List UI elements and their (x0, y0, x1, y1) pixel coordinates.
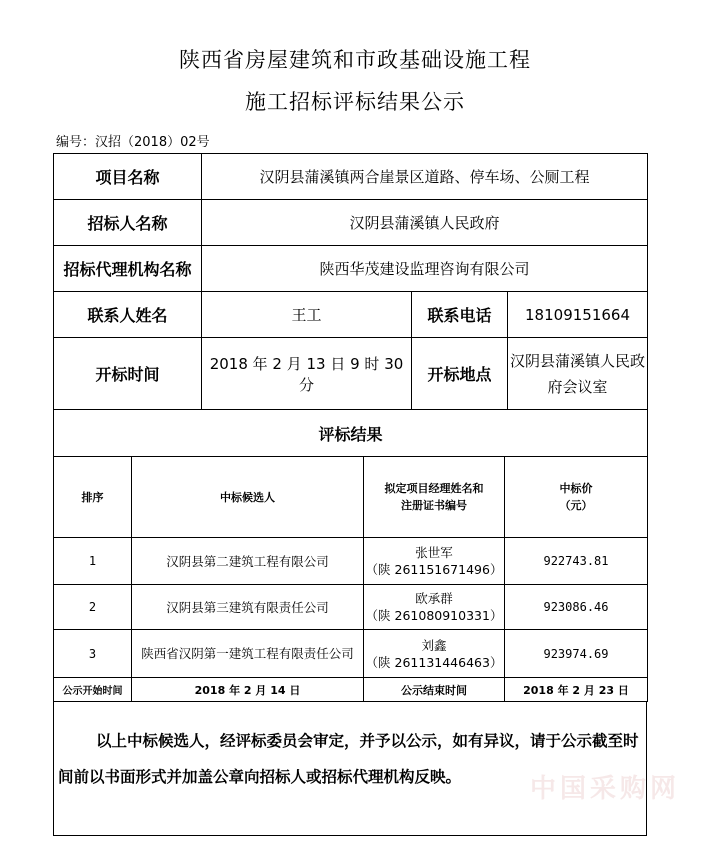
manager-name: 欧承群 (415, 591, 453, 606)
manager-cell (364, 585, 505, 630)
results-table (53, 456, 648, 702)
tenderer-label: 招标人名称 (54, 200, 202, 246)
contact-row (54, 292, 648, 338)
page-title: 陕西省房屋建筑和市政基础设施工程 (179, 48, 531, 72)
price-header-line2: （元） (559, 499, 593, 512)
notice-text: 以上中标候选人，经评标委员会审定，并予以公示，如有异议，请于公示截至时间前以书面形式并加盖公章向招标人或招标代理机构反映。 (58, 732, 639, 786)
start-value: 2018 年 2 月 14 日 (132, 678, 364, 702)
manager-header-line2: 注册证书编号 (401, 499, 467, 512)
start-label: 公示开始时间 (54, 678, 132, 702)
watermark: 中国采购网 (530, 774, 681, 804)
project-label: 项目名称 (54, 154, 202, 200)
page-subtitle: 施工招标评标结果公示 (245, 90, 465, 114)
manager-cell (364, 630, 505, 678)
tenderer-row (54, 200, 648, 246)
manager-cert: （陕 261131446463） (365, 654, 503, 670)
open-place-label: 开标地点 (412, 338, 508, 410)
company-cell: 汉阴县第三建筑有限责任公司 (132, 585, 364, 630)
manager-cell (364, 538, 505, 585)
table-row (54, 585, 648, 630)
project-row (54, 154, 648, 200)
manager-cert: （陕 261151671496） (365, 562, 503, 577)
table-row (54, 630, 648, 678)
results-header-row (54, 457, 648, 538)
price-header-line1: 中标价 (559, 482, 593, 495)
result-heading-row (54, 410, 648, 457)
agency-value: 陕西华茂建设监理咨询有限公司 (202, 246, 648, 292)
phone-value: 18109151664 (508, 292, 648, 338)
project-value: 汉阴县蒲溪镇两合崖景区道路、停车场、公厕工程 (202, 154, 648, 200)
manager-name: 张世军 (415, 545, 453, 560)
rank-cell: 2 (54, 585, 132, 630)
rank-cell: 3 (54, 630, 132, 678)
project-info-table (53, 153, 648, 457)
end-value: 2018 年 2 月 23 日 (505, 678, 648, 702)
end-label: 公示结束时间 (364, 678, 505, 702)
contact-value: 王工 (202, 292, 412, 338)
manager-cert: （陕 261080910331） (365, 608, 503, 623)
rank-cell: 1 (54, 538, 132, 585)
open-time-label: 开标时间 (54, 338, 202, 410)
candidate-header: 中标候选人 (132, 457, 364, 538)
agency-label: 招标代理机构名称 (54, 246, 202, 292)
open-row (54, 338, 648, 410)
contact-label: 联系人姓名 (54, 292, 202, 338)
tenderer-value: 汉阴县蒲溪镇人民政府 (202, 200, 648, 246)
table-row (54, 538, 648, 585)
open-time-value: 2018 年 2 月 13 日 9 时 30 分 (202, 338, 412, 410)
price-cell: 923974.69 (505, 630, 648, 678)
manager-header-line1: 拟定项目经理姓名和 (384, 482, 484, 495)
result-heading: 评标结果 (54, 410, 648, 457)
document-number: 编号：汉招（2018）02号 (56, 135, 210, 150)
open-place-value: 汉阴县蒲溪镇人民政府会议室 (508, 338, 648, 410)
rank-header: 排序 (54, 457, 132, 538)
phone-label: 联系电话 (412, 292, 508, 338)
price-header (505, 457, 648, 538)
publicity-row (54, 678, 648, 702)
manager-header (364, 457, 505, 538)
company-cell: 汉阴县第二建筑工程有限公司 (132, 538, 364, 585)
price-cell: 922743.81 (505, 538, 648, 585)
agency-row (54, 246, 648, 292)
manager-name: 刘鑫 (421, 637, 447, 653)
price-cell: 923086.46 (505, 585, 648, 630)
company-cell: 陕西省汉阴第一建筑工程有限责任公司 (132, 630, 364, 678)
